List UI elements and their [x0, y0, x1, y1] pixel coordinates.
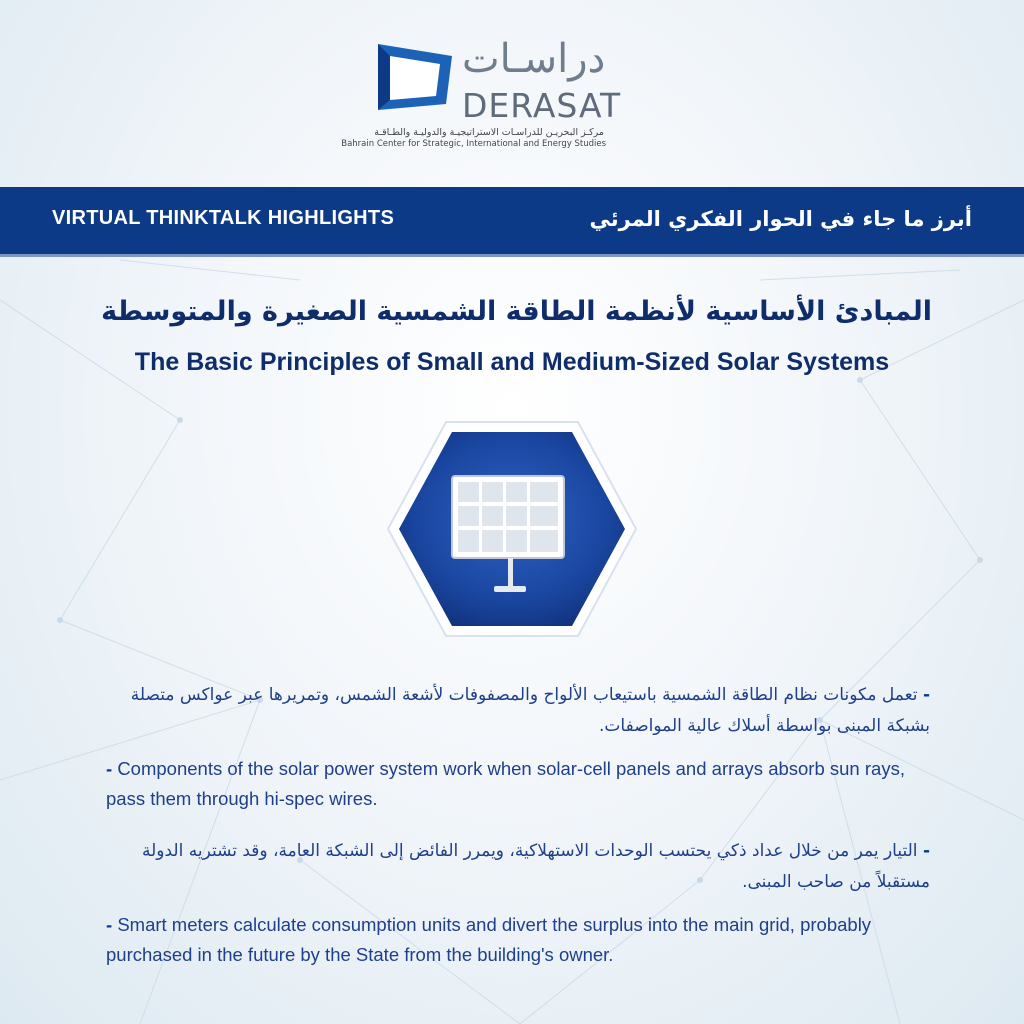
logo-subtitle-english: Bahrain Center for Strategic, International and Energy Studies	[341, 139, 606, 149]
point-1-arabic	[106, 680, 930, 742]
header-label-arabic: أبرز ما جاء في الحوار الفكري المرئي	[589, 206, 972, 231]
point-text: Components of the solar power system work when solar-cell panels and arrays absorb sun rays, pass them through hi-spec wires.	[106, 758, 905, 809]
derasat-logo-mark-icon	[376, 42, 454, 112]
page-title-english: The Basic Principles of Small and Medium-Sized Solar Systems	[134, 348, 890, 376]
bullet-dash: -	[922, 841, 930, 861]
header-label-english: VIRTUAL THINKTALK HIGHLIGHTS	[52, 207, 395, 229]
point-2-english	[106, 754, 930, 814]
bullet-dash: -	[106, 914, 113, 935]
derasat-logo	[0, 36, 1024, 156]
logo-name-arabic: دراسـات	[462, 36, 606, 82]
page-title-arabic: المبادئ الأساسية لأنظمة الطاقة الشمسية الصغيرة والمتوسطة	[101, 296, 932, 327]
bullet-dash: -	[922, 685, 930, 705]
point-text: Smart meters calculate consumption units and divert the surplus into the main grid, probably purchased in the future by the State from the building's owner.	[106, 914, 872, 965]
point-text: تعمل مكونات نظام الطاقة الشمسية باستيعاب الألواح والمصفوفات لأشعة الشمس، وتمريرها عبر عواكس متصلة بشبكة المبنى بواسطة أسلاك عالية المواصفات.	[130, 685, 930, 736]
header-band	[0, 187, 1024, 257]
solar-panel-badge	[384, 418, 640, 640]
solar-panel-icon	[384, 418, 640, 640]
point-3-arabic	[106, 836, 930, 898]
point-4-english	[106, 910, 930, 970]
logo-name-english: DERASAT	[462, 86, 622, 125]
point-text: التيار يمر من خلال عداد ذكي يحتسب الوحدات الاستهلاكية، ويمرر الفائض إلى الشبكة العامة، وقد تشتريه الدولة مستقبلاً من صاحب المبنى.	[141, 841, 930, 892]
logo-subtitle-arabic: مركـز البحريـن للدراسـات الاستراتيجيـة والدوليـة والطـاقـة	[374, 127, 604, 138]
bullet-dash: -	[106, 758, 113, 779]
